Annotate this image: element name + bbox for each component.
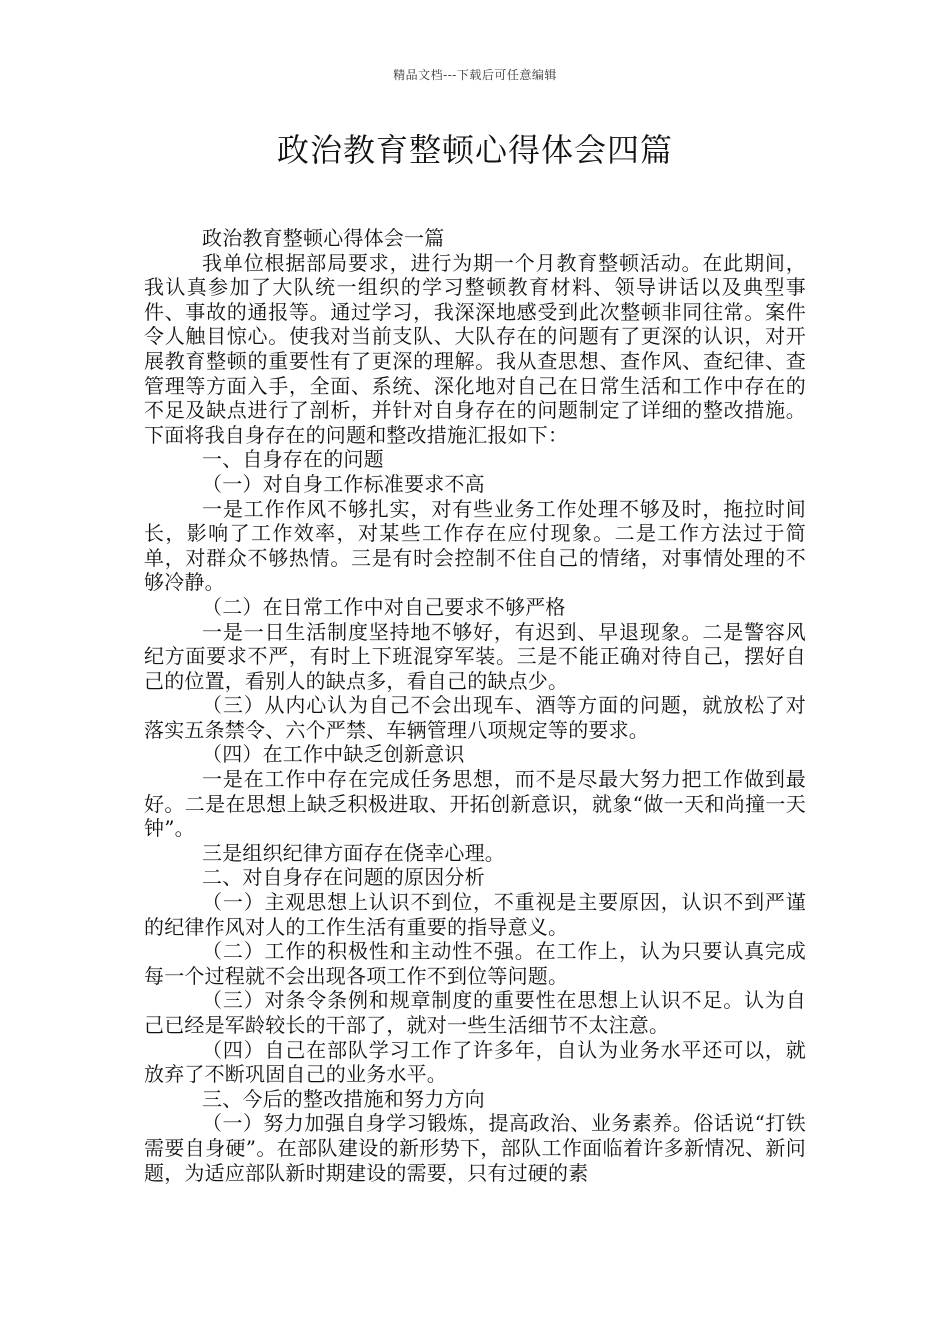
paragraph: 一是在工作中存在完成任务思想，而不是尽最大努力把工作做到最好。二是在思想上缺乏积极进取、开拓创新意识，就象“做一天和尚撞一天钟”。 — [144, 767, 806, 841]
paragraph: （一）主观思想上认识不到位，不重视是主要原因，认识不到严谨的纪律作风对人的工作生活有重要的指导意义。 — [144, 890, 806, 939]
section-heading-3: 三、今后的整改措施和努力方向 — [202, 1086, 485, 1111]
subheading: （二）在日常工作中对自己要求不够严格 — [202, 594, 566, 619]
intro-paragraph: 我单位根据部局要求，进行为期一个月教育整顿活动。在此期间，我认真参加了大队统一组织的学习整顿教育材料、领导讲话以及典型事件、事故的通报等。通过学习，我深深地感受到此次整顿非同往常。案件令人触目惊心。使我对当前支队、大队存在的问题有了更深的认识，对开展教育整顿的重要性有了更深的理解。我从查思想、查作风、查纪律、查管理等方面入手，全面、系统、深化地对自己在日常生活和工作中存在的不足及缺点进行了剖析，并针对自身存在的问题制定了详细的整改措施。下面将我自身存在的问题和整改措施汇报如下： — [144, 250, 806, 447]
header-note: 精品文档---下载后可任意编辑 — [393, 68, 557, 82]
section-heading-1: 一、自身存在的问题 — [202, 447, 384, 472]
paragraph: （四）自己在部队学习工作了许多年，自认为业务水平还可以，就放弃了不断巩固自己的业务水平。 — [144, 1037, 806, 1087]
subheading: （四）在工作中缺乏创新意识 — [202, 742, 465, 767]
paragraph: （一）努力加强自身学习锻炼，提高政治、业务素养。俗话说“打铁需要自身硬”。在部队建设的新形势下，部队工作面临着许多新情况、新问题，为适应部队新时期建设的需要，只有过硬的素 — [144, 1111, 806, 1185]
document-title: 政治教育整顿心得体会四篇 — [276, 131, 673, 169]
paragraph: （三）从内心认为自己不会出现车、酒等方面的问题，就放松了对落实五条禁令、六个严禁、车辆管理八项规定等的要求。 — [144, 693, 806, 742]
paragraph: 三是组织纪律方面存在侥幸心理。 — [202, 840, 505, 865]
paragraph: （三）对条令条例和规章制度的重要性在思想上认识不足。认为自己已经是军龄较长的干部了，就对一些生活细节不太注意。 — [144, 988, 806, 1037]
subheading: （一）对自身工作标准要求不高 — [202, 471, 485, 496]
paragraph: 一是一日生活制度坚持地不够好，有迟到、早退现象。二是警容风纪方面要求不严，有时上下班混穿军装。三是不能正确对待自己，摆好自己的位置，看别人的缺点多，看自己的缺点少。 — [144, 619, 806, 693]
section-heading-2: 二、对自身存在问题的原因分析 — [202, 865, 485, 890]
document-body — [144, 226, 806, 1185]
paragraph: 一是工作作风不够扎实，对有些业务工作处理不够及时，拖拉时间长，影响了工作效率，对某些工作存在应付现象。二是工作方法过于简单，对群众不够热情。三是有时会控制不住自己的情绪，对事情处理的不够冷静。 — [144, 496, 806, 595]
section-subtitle: 政治教育整顿心得体会一篇 — [202, 226, 445, 250]
paragraph: （二）工作的积极性和主动性不强。在工作上，认为只要认真完成每一个过程就不会出现各项工作不到位等问题。 — [144, 939, 806, 988]
